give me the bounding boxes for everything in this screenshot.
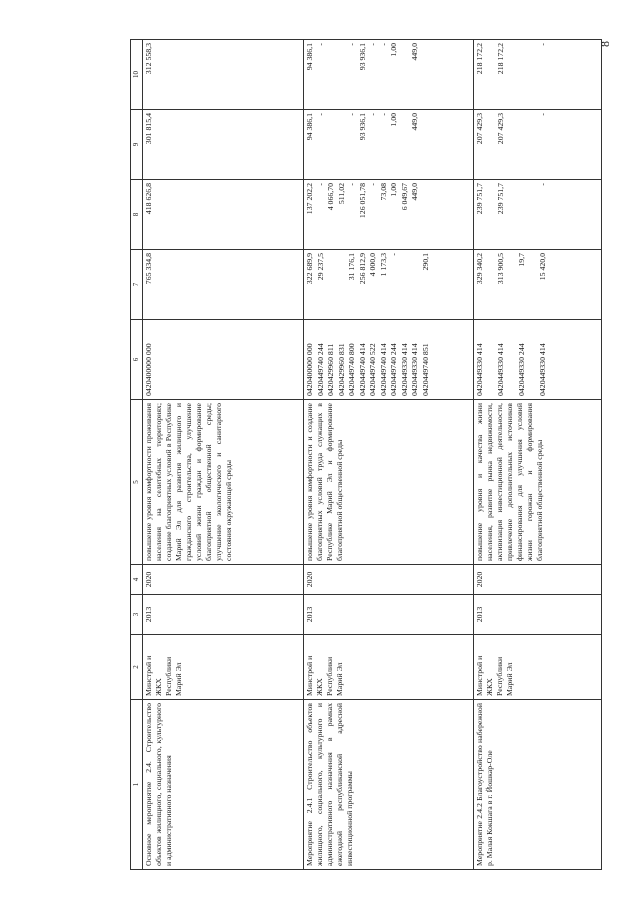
page-number: 8	[598, 41, 612, 47]
amount-line	[528, 113, 539, 176]
budget-code-line: 0420449330 414	[538, 343, 547, 396]
amount-line	[326, 253, 337, 316]
budget-code-line: 0420449330 414	[410, 343, 419, 396]
amount-line: 15 420,0	[538, 253, 547, 281]
amount-line: 312 558,3	[144, 43, 153, 75]
amount-line	[517, 43, 528, 106]
amount-line: -	[378, 43, 388, 46]
executor-cell: Минстрой и ЖКХ Республики Марий Эл	[143, 635, 304, 700]
col-header-1: 1	[131, 700, 143, 870]
amount-line: -	[347, 43, 356, 46]
amount-line: 94 386,1	[305, 113, 314, 141]
amount-line: -	[368, 113, 377, 116]
budget-code-line: 0420449330 414	[399, 343, 409, 396]
amount-line	[507, 253, 518, 316]
amount-line: 418 626,8	[144, 183, 153, 215]
end-year-cell: 2020	[143, 565, 304, 595]
amount-line: -	[389, 253, 398, 256]
amount-cell	[143, 250, 304, 320]
start-year-cell: 2013	[474, 595, 602, 635]
amount-line	[421, 113, 432, 176]
budget-code-line	[528, 323, 539, 396]
amount-cell	[143, 40, 304, 110]
amount-cell	[474, 250, 602, 320]
amount-line: -	[378, 113, 388, 116]
start-year-cell: 2013	[304, 595, 474, 635]
amount-line: 313 900,5	[496, 253, 505, 285]
start-year-cell: 2013	[143, 595, 304, 635]
budget-code-line: 0420449740 800	[347, 343, 356, 396]
amount-line	[507, 113, 518, 176]
amount-line	[486, 253, 497, 316]
budget-code-line: 0420429960 811	[326, 343, 335, 396]
amount-line: -	[538, 43, 547, 46]
col-header-8: 8	[131, 180, 143, 250]
budget-code-cell	[143, 320, 304, 400]
amount-line	[326, 43, 337, 106]
amount-line: -	[315, 113, 325, 116]
activity-name-cell: Основное мероприятие 2.4. Строительство объектов жилищного, социального, культурного и административного назначения	[143, 700, 304, 870]
table-row	[304, 40, 474, 870]
amount-line: 1 173,3	[378, 253, 388, 277]
amount-line: 449,0	[410, 43, 419, 61]
amount-line	[486, 113, 497, 176]
amount-line: 73,08	[378, 183, 388, 201]
amount-line	[400, 113, 411, 176]
header-row	[131, 40, 143, 870]
amount-line: 449,0	[410, 183, 419, 201]
expected-result-cell: повышение уровня комфортности и создание благоприятных условий труда служащих в Республике Марий Эл и формирование благоприятной общественной среды	[304, 400, 474, 565]
amount-line: 218 172,2	[475, 43, 484, 75]
amount-line: 239 751,7	[475, 183, 484, 215]
amount-line	[337, 43, 348, 106]
amount-line: -	[538, 113, 547, 116]
budget-code-line: 0420400000 000	[144, 343, 153, 396]
amount-line: 256 812,9	[357, 253, 367, 285]
budget-code-line: 0420449330 244	[517, 343, 526, 396]
amount-line	[486, 183, 497, 246]
amount-line	[517, 183, 528, 246]
amount-line	[528, 183, 539, 246]
amount-line	[400, 253, 411, 316]
end-year-cell: 2020	[304, 565, 474, 595]
amount-cell	[143, 110, 304, 180]
amount-line	[421, 183, 432, 246]
amount-cell	[304, 110, 474, 180]
amount-line: 4 000,0	[368, 253, 377, 277]
budget-code-cell	[474, 320, 602, 400]
col-header-3: 3	[131, 595, 143, 635]
col-header-6: 6	[131, 320, 143, 400]
col-header-7: 7	[131, 250, 143, 320]
amount-cell	[143, 180, 304, 250]
amount-line: -	[347, 113, 356, 116]
amount-line	[421, 43, 432, 106]
amount-line: 93 936,1	[357, 43, 367, 71]
expected-result-cell: повышение уровня комфортности проживания населения на селитебных территориях; создание благоприятных условий в Республике Марий Эл для развития жилищного и гражданского строительства, улучшение условий жизни граждан и формирование благоприятной общественной среды; улучшение экологического и санитарного состояния окружающей среды	[143, 400, 304, 565]
amount-line: 329 340,2	[475, 253, 484, 285]
budget-code-line: 0420449740 522	[368, 343, 377, 396]
amount-line: 290,1	[420, 253, 430, 271]
budget-code-line	[486, 323, 497, 396]
col-header-10: 10	[131, 40, 143, 110]
amount-line	[326, 113, 337, 176]
amount-line: 207 429,3	[475, 113, 484, 145]
table-row	[143, 40, 304, 870]
amount-line: 239 751,7	[496, 183, 505, 215]
amount-cell	[304, 40, 474, 110]
amount-cell	[474, 40, 602, 110]
amount-line	[517, 113, 528, 176]
amount-line: 218 172,2	[496, 43, 505, 75]
amount-line: 765 334,8	[144, 253, 153, 285]
amount-line	[507, 43, 518, 106]
amount-cell	[474, 180, 602, 250]
executor-cell: Минстрой и ЖКХ Республики Марий Эл	[304, 635, 474, 700]
amount-line	[528, 43, 539, 106]
amount-cell	[304, 180, 474, 250]
budget-code-line: 0420449740 851	[420, 343, 430, 396]
amount-line	[400, 43, 411, 106]
activity-name-cell: Мероприятие 2.4.2 Благоустройство набережной р. Малая Кокшага в г. Йошкар-Оле	[474, 700, 602, 870]
amount-line: 1,00	[389, 183, 398, 197]
amount-cell	[304, 250, 474, 320]
budget-code-line: 0420449330 414	[475, 343, 484, 396]
budget-code-line	[507, 323, 518, 396]
budget-code-line: 0420449740 414	[378, 343, 388, 396]
amount-line: 511,02	[336, 183, 346, 205]
amount-line: 4 066,70	[326, 183, 335, 211]
expected-result-cell: повышение уровня и качества жизни населения, развитие рынка недвижимости, активизация инвестиционной деятельности, привлечение дополнительных источников финансирования для улучшения условий жизни горожан и формирования благоприятной общественной среды	[474, 400, 602, 565]
amount-line: 301 815,4	[144, 113, 153, 145]
amount-line: 1,00	[389, 43, 398, 57]
rotated-page	[130, 40, 610, 870]
amount-line: -	[368, 43, 377, 46]
amount-line: 93 936,1	[357, 113, 367, 141]
amount-cell	[474, 110, 602, 180]
end-year-cell: 2020	[474, 565, 602, 595]
amount-line	[410, 253, 421, 316]
amount-line: -	[347, 183, 356, 186]
activity-name-cell: Мероприятие 2.4.1 Строительство объектов жилищного, социального, культурного и административного назначения в рамках ежегодной республиканской адресной инвестиционной программы	[304, 700, 474, 870]
amount-line: -	[315, 183, 325, 186]
amount-line: -	[315, 43, 325, 46]
table-row	[474, 40, 602, 870]
budget-code-line: 0420449330 414	[496, 343, 505, 396]
col-header-5: 5	[131, 400, 143, 565]
budget-code-line: 0420449740 414	[357, 343, 367, 396]
amount-line: 322 689,9	[305, 253, 314, 285]
amount-line: 31 176,1	[347, 253, 356, 281]
amount-line: -	[368, 183, 377, 186]
amount-line: 94 386,1	[305, 43, 314, 71]
amount-line: 6 049,67	[399, 183, 409, 211]
budget-code-cell	[304, 320, 474, 400]
amount-line: 29 237,5	[315, 253, 325, 281]
amount-line	[337, 253, 348, 316]
budget-code-line: 0420429960 831	[336, 343, 346, 396]
amount-line	[486, 43, 497, 106]
budget-code-line: 0420449740 244	[315, 343, 325, 396]
amount-line: -	[538, 183, 547, 186]
amount-line: 126 051,78	[357, 183, 367, 219]
amount-line: 207 429,3	[496, 113, 505, 145]
budget-code-line: 0420400000 000	[305, 343, 314, 396]
amount-line	[507, 183, 518, 246]
budget-code-line: 0420449740 244	[389, 343, 398, 396]
program-table	[130, 39, 602, 870]
amount-line: 19,7	[517, 253, 526, 267]
amount-line: 137 202,2	[305, 183, 314, 215]
amount-line	[337, 113, 348, 176]
amount-line	[528, 253, 539, 316]
amount-line: 1,00	[389, 113, 398, 127]
col-header-2: 2	[131, 635, 143, 700]
executor-cell: Минстрой и ЖКХ Республики Марий Эл	[474, 635, 602, 700]
col-header-4: 4	[131, 565, 143, 595]
amount-line: 449,0	[410, 113, 419, 131]
col-header-9: 9	[131, 110, 143, 180]
